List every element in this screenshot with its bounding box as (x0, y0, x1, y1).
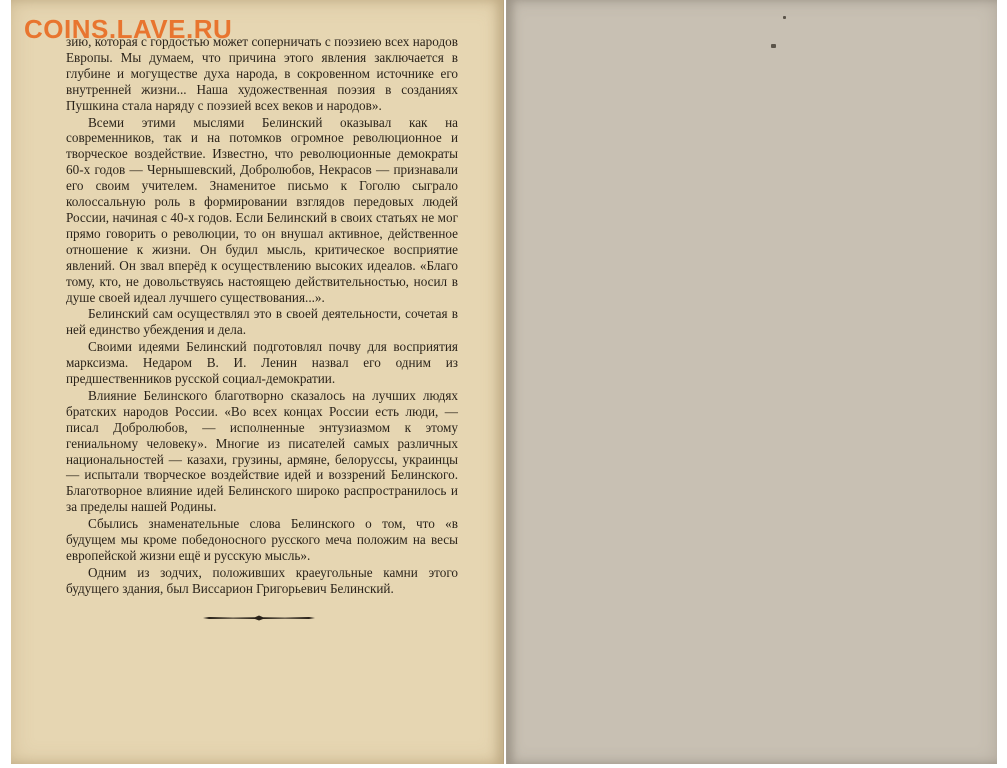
paragraph-4: Своими идеями Белинский подготовлял почву для восприятия марксизма. Недаром В. И. Ленин назвал его одним из предшественников русской социал-демократии. (66, 339, 458, 387)
paper-speck (771, 44, 776, 48)
paragraph-5: Влияние Белинского благотворно сказалось на лучших людях братских народов России. «Во всех концах России есть люди, — писал Добролюбов, — исполненные энтузиазмом к этому гениальному человеку». Многие из писателей самых различных национальностей — казахи, грузины, армяне, белоруссы, украинцы — испытали творческое воздействие идей и воззрений Белинского. Благотворное влияние идей Белинского широко распространилось и за пределы нашей Родины. (66, 387, 458, 515)
paragraph-3: Белинский сам осуществлял это в своей деятельности, сочетая в ней единство убеждения и дела. (66, 306, 458, 338)
paragraph-1: зию, которая с гордостью может соперничать с поэзиею всех народов Европы. Мы думаем, что причина этого явления заключается в глубине и могуществе духа народа, в сокровенном источнике его внутренней жизни... Наша художественная поэзия в созданиях Пушкина стала наряду с поэзией всех веков и народов». (66, 34, 458, 113)
divider-flourish (203, 614, 315, 622)
paragraph-6: Сбылись знаменательные слова Белинского о том, что «в будущем мы кроме победоносного русского меча положим на весы европейской жизни ещё и русскую мысль». (66, 516, 458, 563)
paper-speck (783, 16, 786, 19)
paragraph-7: Одним из зодчих, положивших краеугольные камни этого будущего здания, был Виссарион Григорьевич Белинский. (66, 564, 458, 596)
watermark: COINS.LAVE.RU (24, 14, 233, 44)
text-column (66, 34, 458, 598)
right-page-blank (506, 0, 997, 764)
paragraph-2: Всеми этими мыслями Белинский оказывал как на современников, так и на потомков огромное революционное и творческое воздействие. Известно, что революционные демократы 60-х годов — Чернышевский, Добролюбов, Некрасов — признавали его своим учителем. Знаменитое письмо к Гоголю сыграло колоссальную роль в формировании взглядов передовых людей России, начиная с 40-х годов. Если Белинский в своих статьях не мог прямо говорить о революции, то он внушал активное, действенное отношение к жизни. Он будил мысль, критическое восприятие явлений. Он звал вперёд к осуществлению высоких идеалов. «Благо тому, кто, не довольствуясь настоящею действительностью, носил в душе своей идеал лучшего существования...». (66, 114, 458, 305)
